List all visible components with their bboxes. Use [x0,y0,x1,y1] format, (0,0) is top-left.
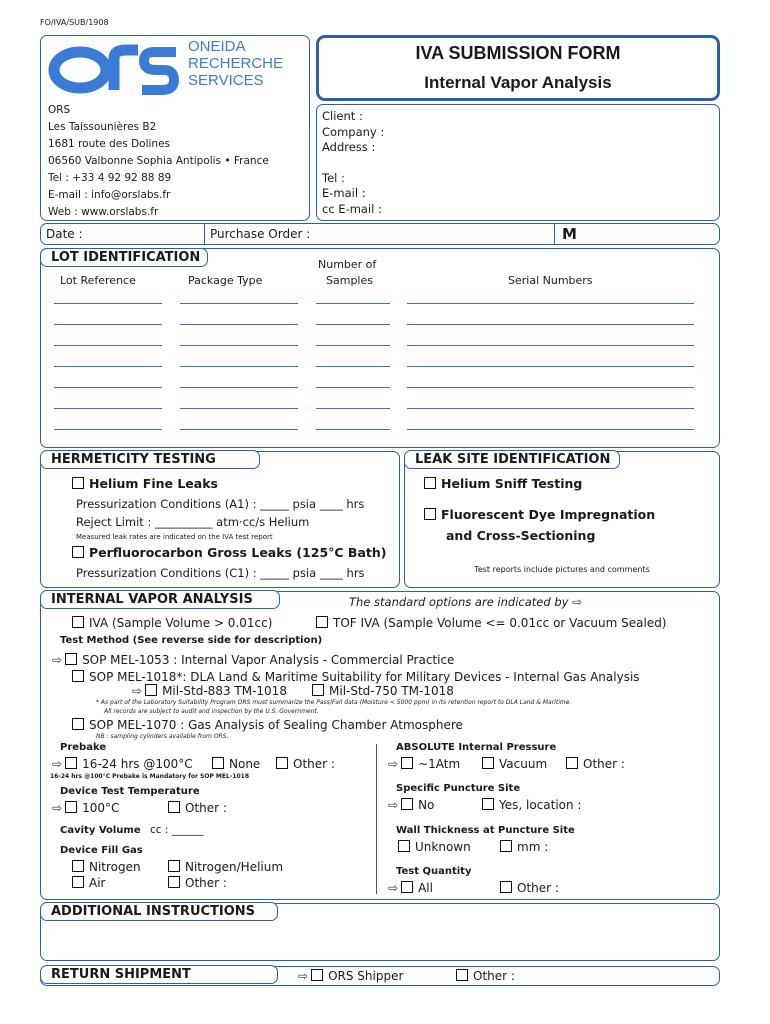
test-method-label: Test Method (See reverse side for description) [60,635,323,646]
lab-addr1: Les Taissounières B2 [48,121,157,133]
helium-sniff-label: Helium Sniff Testing [441,476,583,491]
ors-logo [46,38,186,98]
checkbox[interactable] [65,653,77,665]
lot-entry-line[interactable] [316,345,390,346]
dtt-other[interactable] [168,801,227,815]
fill-other[interactable] [168,876,227,890]
m-marker: M [562,225,577,243]
checkbox[interactable] [212,757,224,769]
lot-entry-line[interactable] [54,366,162,367]
checkbox[interactable] [482,798,494,810]
ors-logo-icon [46,38,186,98]
form-subtitle: Internal Vapor Analysis [424,73,612,92]
dye-label-2: and Cross-Sectioning [446,528,596,543]
checkbox[interactable] [316,616,328,628]
leak-note: Measured leak rates are indicated on the IVA test report [76,533,273,541]
lot-entry-line[interactable] [407,387,694,388]
checkbox[interactable] [424,477,436,489]
lot-entry-line[interactable] [407,303,694,304]
lot-entry-line[interactable] [180,387,298,388]
additional-header: ADDITIONAL INSTRUCTIONS [40,902,278,921]
puncture-no[interactable] [388,798,434,812]
lab-name: ORS [48,104,71,116]
address-field[interactable]: Address : [322,140,376,154]
checkbox[interactable] [72,546,84,558]
mil-750-label: Mil-Std-750 TM-1018 [329,684,454,698]
arrow-icon: ⇨ [52,653,63,667]
purchase-order-field[interactable]: Purchase Order : [210,227,311,241]
prebake-other-label: Other : [293,757,335,771]
mil-883-label: Mil-Std-883 TM-1018 [162,684,287,698]
lot-entry-line[interactable] [407,324,694,325]
checkbox[interactable] [72,477,84,489]
checkbox[interactable] [72,616,84,628]
checkbox[interactable] [401,881,413,893]
qty-other[interactable] [500,881,559,895]
checkbox[interactable] [401,757,413,769]
reject-limit[interactable]: Reject Limit : __________ atm·cc/s Helium [76,515,310,529]
gross-leaks-label: Perfluorocarbon Gross Leaks (125°C Bath) [89,545,387,560]
checkbox[interactable] [500,881,512,893]
sop-1053-label: SOP MEL-1053 : Internal Vapor Analysis - Commercial Practice [82,653,455,667]
sop-1070-note: NB : sampling cylinders available from ORS. [96,733,229,740]
lot-header: LOT IDENTIFICATION [40,248,208,267]
leak-site-note: Test reports include pictures and comments [474,565,650,574]
lot-entry-line[interactable] [316,387,390,388]
opt-tof-iva[interactable] [316,616,667,630]
lot-entry-line[interactable] [180,429,298,430]
logo-text [188,38,283,89]
lot-entry-line[interactable] [407,345,694,346]
mil-883[interactable] [132,684,287,698]
fill-nitrogen[interactable] [72,860,141,874]
qty-other-label: Other : [517,881,559,895]
checkbox[interactable] [65,801,77,813]
fill-nitrogen-helium[interactable] [168,860,283,874]
return-other[interactable] [456,969,515,983]
mil-750[interactable] [312,684,454,698]
leak-site-header: LEAK SITE IDENTIFICATION [404,450,620,469]
helium-fine-label: Helium Fine Leaks [89,476,218,491]
sop-1018-note-a: * As part of the Laboratory Suitability Program ORS must summarize the Pass/Fail data (Moisture < 5000 ppm) in its retention report to DLA Land & Maritime. [96,699,572,706]
lot-entry-line[interactable] [54,429,162,430]
checkbox[interactable] [482,757,494,769]
abs-1atm-label: ~1Atm [418,757,461,771]
client-tel-field[interactable]: Tel : [322,170,345,185]
checkbox[interactable] [312,684,324,696]
ors-shipper-label: ORS Shipper [328,969,404,983]
abs-other-label: Other : [583,757,625,771]
lab-email: E-mail : info@orslabs.fr [48,189,171,201]
arrow-icon: ⇨ [52,801,63,815]
col-serial: Serial Numbers [508,274,593,287]
arrow-icon: ⇨ [52,757,63,771]
cavity-label: Cavity Volume [60,825,141,836]
abs-pressure-label: ABSOLUTE Internal Pressure [396,742,557,753]
divider [204,223,205,245]
opt-iva[interactable] [72,616,272,630]
lot-entry-line[interactable] [180,366,298,367]
prebake-none[interactable] [212,757,260,771]
lab-web: Web : www.orslabs.fr [48,206,159,218]
client-email-field[interactable]: E-mail : [322,186,366,200]
pressurization-c1[interactable]: Pressurization Conditions (C1) : _____ psia ____ hrs [76,566,365,580]
prebake-1624[interactable] [52,757,193,771]
sop-1018-note-b: All records are subject to audit and inspection by the U.S. Government. [104,708,319,715]
order-row [40,223,720,245]
fill-nitrogen-label: Nitrogen [89,860,141,874]
fill-air[interactable] [72,876,105,890]
checkbox[interactable] [401,798,413,810]
checkbox[interactable] [65,757,77,769]
dye-label-1: Fluorescent Dye Impregnation [441,507,656,522]
company-field[interactable]: Company : [322,124,385,139]
gross-leaks[interactable] [72,545,386,560]
arrow-icon: ⇨ [298,969,309,983]
iva-header: INTERNAL VAPOR ANALYSIS [40,590,280,609]
col-number-1: Number of [318,258,377,271]
checkbox[interactable] [145,684,157,696]
lot-entry-line[interactable] [54,303,162,304]
return-other-label: Other : [473,969,515,983]
lab-addr3: 06560 Valbonne Sophia Antipolis • France [48,155,269,167]
prebake-label: Prebake [60,742,107,753]
dtt-other-label: Other : [185,801,227,815]
dtt-100[interactable] [52,801,119,815]
lot-entry-line[interactable] [316,408,390,409]
col-lot-ref: Lot Reference [60,274,136,287]
checkbox[interactable] [168,876,180,888]
checkbox[interactable] [311,969,323,981]
lot-entry-line[interactable] [407,408,694,409]
lot-entry-line[interactable] [180,303,298,304]
date-field[interactable]: Date : [46,227,83,241]
fluorescent-dye[interactable] [424,507,655,522]
puncture-yes-label: Yes, location : [499,798,582,812]
opt-tof-label: TOF IVA (Sample Volume <= 0.01cc or Vacuum Sealed) [333,616,667,630]
prebake-none-label: None [229,757,261,771]
arrow-icon: ⇨ [388,757,399,771]
lot-entry-line[interactable] [316,366,390,367]
sop-1053[interactable] [52,653,454,667]
checkbox[interactable] [500,840,512,852]
wall-mm-label: mm : [517,840,549,854]
sop-1070[interactable] [72,718,463,732]
arrow-icon: ⇨ [388,798,399,812]
lot-entry-line[interactable] [180,324,298,325]
sop-1070-label: SOP MEL-1070 : Gas Analysis of Sealing Chamber Atmosphere [89,718,463,732]
checkbox[interactable] [424,508,436,520]
sop-1018-label: SOP MEL-1018*: DLA Land & Maritime Suitability for Military Devices - Internal Gas Analysis [89,670,640,684]
prebake-other[interactable] [276,757,335,771]
lab-address [48,102,269,221]
standard-note [349,595,585,609]
lot-entry-line[interactable] [407,429,694,430]
fill-other-label: Other : [185,876,227,890]
return-header: RETURN SHIPMENT [40,965,278,984]
opt-iva-label: IVA (Sample Volume > 0.01cc) [89,616,273,630]
puncture-no-label: No [418,798,435,812]
qty-all[interactable] [388,881,433,895]
lot-entry-line[interactable] [180,408,298,409]
dtt-100-label: 100°C [82,801,120,815]
hermeticity-header: HERMETICITY TESTING [40,450,260,469]
lot-entry-line[interactable] [54,408,162,409]
checkbox[interactable] [566,757,578,769]
lot-entry-line[interactable] [54,345,162,346]
lab-addr2: 1681 route des Dolines [48,138,171,150]
arrow-icon: ⇨ [572,595,583,609]
fill-nitrogen-helium-label: Nitrogen/Helium [185,860,284,874]
client-field[interactable]: Client : [322,109,363,123]
checkbox[interactable] [168,860,180,872]
checkbox[interactable] [72,876,84,888]
arrow-icon: ⇨ [388,881,399,895]
divider [554,223,555,245]
checkbox[interactable] [456,969,468,981]
prebake-note: 16-24 hrs @100°C Prebake is Mandatory for SOP MEL-1018 [50,773,250,780]
helium-sniff[interactable] [424,476,582,491]
logo-line-1: ONEIDA [188,38,246,55]
lot-entry-line[interactable] [407,366,694,367]
dtt-label: Device Test Temperature [60,786,200,797]
wall-label: Wall Thickness at Puncture Site [396,825,575,836]
lot-entry-line[interactable] [316,429,390,430]
checkbox[interactable] [276,757,288,769]
fill-gas-label: Device Fill Gas [60,845,143,856]
checkbox[interactable] [168,801,180,813]
checkbox[interactable] [398,840,410,852]
col-package-type: Package Type [188,274,263,287]
checkbox[interactable] [72,860,84,872]
lab-tel: Tel : +33 4 92 92 88 89 [48,172,172,184]
wall-unknown-label: Unknown [415,840,471,854]
lot-entry-line[interactable] [316,303,390,304]
abs-1atm[interactable] [388,757,460,771]
abs-vacuum-label: Vacuum [499,757,548,771]
puncture-yes[interactable] [482,798,581,812]
wall-mm[interactable] [500,840,548,854]
cavity-field[interactable]: cc : ______ [150,824,204,836]
arrow-icon: ⇨ [132,684,143,698]
lot-entry-line[interactable] [54,387,162,388]
ors-shipper[interactable] [298,969,403,983]
column-divider [376,744,377,894]
checkbox[interactable] [72,718,84,730]
sop-1018[interactable] [72,670,640,684]
abs-vacuum[interactable] [482,757,547,771]
client-fields [322,109,384,217]
pressurization-a1[interactable]: Pressurization Conditions (A1) : _____ psia ____ hrs [76,497,365,511]
lot-box [40,248,720,448]
standard-note-text: The standard options are indicated by [349,595,569,609]
qty-label: Test Quantity [396,866,472,877]
col-number-2: Samples [326,274,373,287]
wall-unknown[interactable] [398,840,471,854]
lot-entry-line[interactable] [54,324,162,325]
fill-air-label: Air [89,876,106,890]
logo-line-2: RECHERCHE [188,55,284,72]
lot-entry-line[interactable] [180,345,298,346]
cc-email-field[interactable]: cc E-mail : [322,201,382,216]
form-code: FO/IVA/SUB/1908 [40,18,109,27]
helium-fine-leaks[interactable] [72,476,218,491]
logo-line-3: SERVICES [188,72,264,89]
abs-other[interactable] [566,757,625,771]
qty-all-label: All [418,881,433,895]
form-title: IVA SUBMISSION FORM [415,43,621,63]
puncture-label: Specific Puncture Site [396,783,521,794]
lot-entry-line[interactable] [316,324,390,325]
prebake-1624-label: 16-24 hrs @100°C [82,757,193,771]
checkbox[interactable] [72,670,84,682]
